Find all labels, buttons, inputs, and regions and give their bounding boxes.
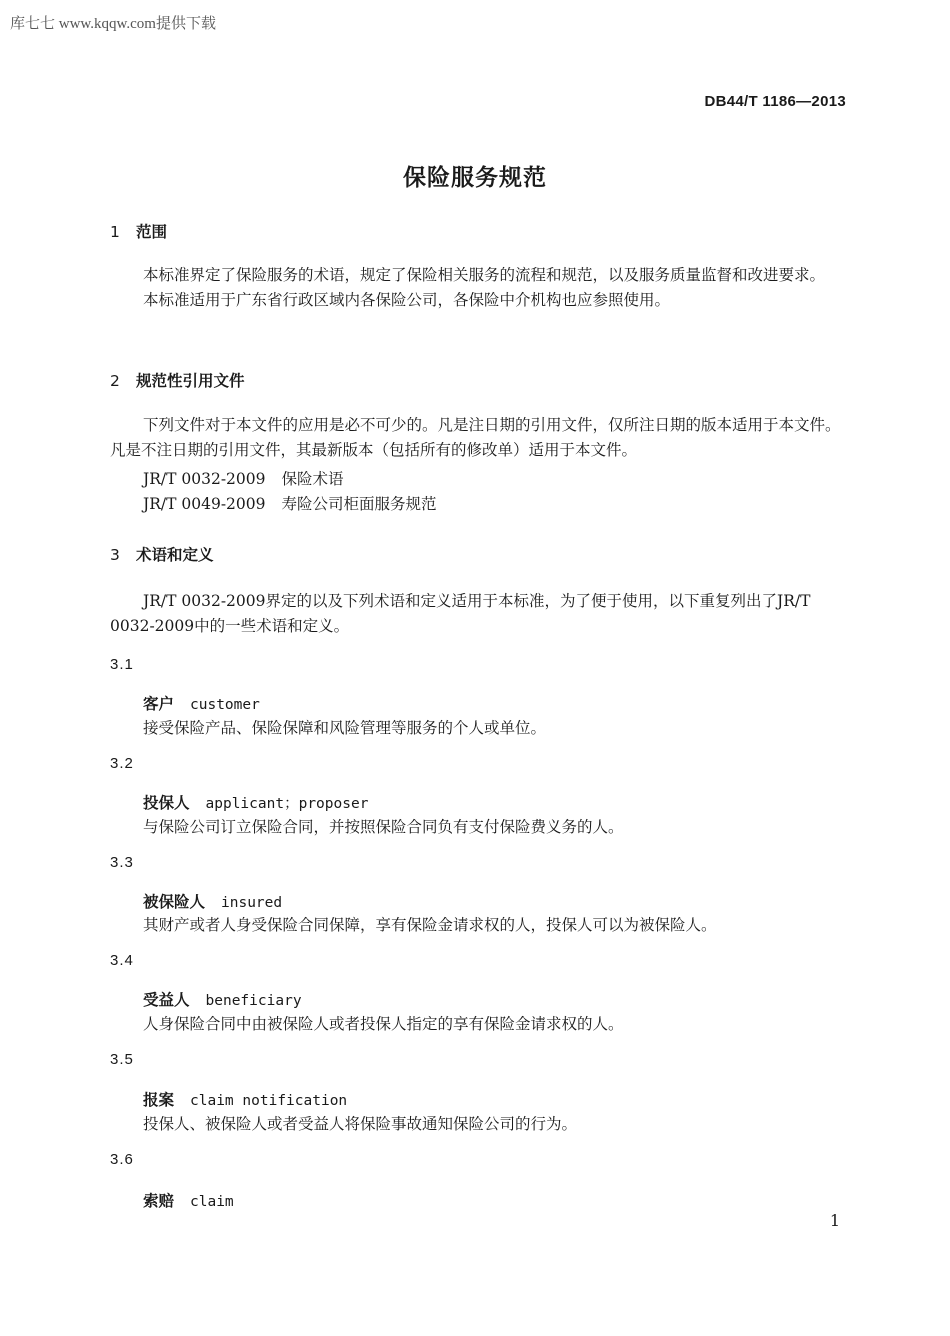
document-number: DB44/T 1186—2013 <box>704 93 846 110</box>
term-entry <box>143 1189 234 1211</box>
term-entry <box>143 1088 347 1110</box>
reference-code: JR/T 0032-2009 <box>143 470 266 488</box>
section-title: 范围 <box>136 223 168 241</box>
term-chinese: 客户 <box>143 695 175 713</box>
term-chinese: 索赔 <box>143 1192 175 1210</box>
term-english: insured <box>221 895 283 911</box>
term-chinese: 投保人 <box>143 794 190 812</box>
page-title: 保险服务规范 <box>403 165 547 191</box>
paragraph: 下列文件对于本文件的应用是必不可少的。凡是注日期的引用文件，仅所注日期的版本适用于本文件。凡是不注日期的引用文件，其最新版本（包括所有的修改单）适用于本文件。 <box>110 416 841 459</box>
scope-body <box>110 263 850 313</box>
section-heading-normative <box>110 369 245 391</box>
term-number: 3.1 <box>110 656 134 673</box>
term-english: customer <box>190 697 260 713</box>
normative-body <box>110 413 850 463</box>
page-number: 1 <box>829 1211 840 1230</box>
term-definition: 投保人、被保险人或者受益人将保险事故通知保险公司的行为。 <box>143 1115 578 1133</box>
section-heading-terms <box>110 543 214 565</box>
term-chinese: 被保险人 <box>143 893 206 911</box>
term-number: 3.2 <box>110 755 134 772</box>
term-number: 3.3 <box>110 854 134 871</box>
term-entry <box>143 692 260 714</box>
term-english: beneficiary <box>205 993 302 1009</box>
watermark-text: 库七七 www.kqqw.com提供下载 <box>10 16 216 32</box>
term-definition: 与保险公司订立保险合同，并按照保险合同负有支付保险费义务的人。 <box>143 818 624 836</box>
paragraph: 本标准适用于广东省行政区域内各保险公司，各保险中介机构也应参照使用。 <box>143 291 671 309</box>
reference-item <box>143 492 437 514</box>
term-number: 3.5 <box>110 1051 134 1068</box>
section-number: 1 <box>110 223 120 241</box>
paragraph: 本标准界定了保险服务的术语，规定了保险相关服务的流程和规范，以及服务质量监督和改进要求。 <box>143 266 826 284</box>
terms-body <box>110 589 850 639</box>
section-number: 3 <box>110 546 120 564</box>
term-english: claim <box>190 1194 234 1210</box>
section-title: 规范性引用文件 <box>136 372 245 390</box>
term-definition: 接受保险产品、保险保障和风险管理等服务的个人或单位。 <box>143 719 547 737</box>
term-entry <box>143 988 302 1010</box>
term-entry <box>143 890 282 912</box>
term-definition: 人身保险合同中由被保险人或者投保人指定的享有保险金请求权的人。 <box>143 1015 624 1033</box>
term-number: 3.4 <box>110 952 134 969</box>
reference-name: 保险术语 <box>281 470 344 488</box>
term-chinese: 受益人 <box>143 991 190 1009</box>
section-heading-scope <box>110 220 167 242</box>
reference-item <box>143 467 344 489</box>
section-number: 2 <box>110 372 120 390</box>
term-english: claim notification <box>190 1093 348 1109</box>
reference-code: JR/T 0049-2009 <box>143 495 266 513</box>
term-entry <box>143 791 368 813</box>
term-number: 3.6 <box>110 1151 134 1168</box>
paragraph: JR/T 0032-2009界定的以及下列术语和定义适用于本标准，为了便于使用，以下重复列出了JR/T 0032-2009中的一些术语和定义。 <box>110 592 811 635</box>
term-chinese: 报案 <box>143 1091 175 1109</box>
reference-name: 寿险公司柜面服务规范 <box>281 495 437 513</box>
section-title: 术语和定义 <box>136 546 214 564</box>
term-definition: 其财产或者人身受保险合同保障，享有保险金请求权的人，投保人可以为被保险人。 <box>143 916 717 934</box>
term-english: applicant；proposer <box>205 796 369 812</box>
